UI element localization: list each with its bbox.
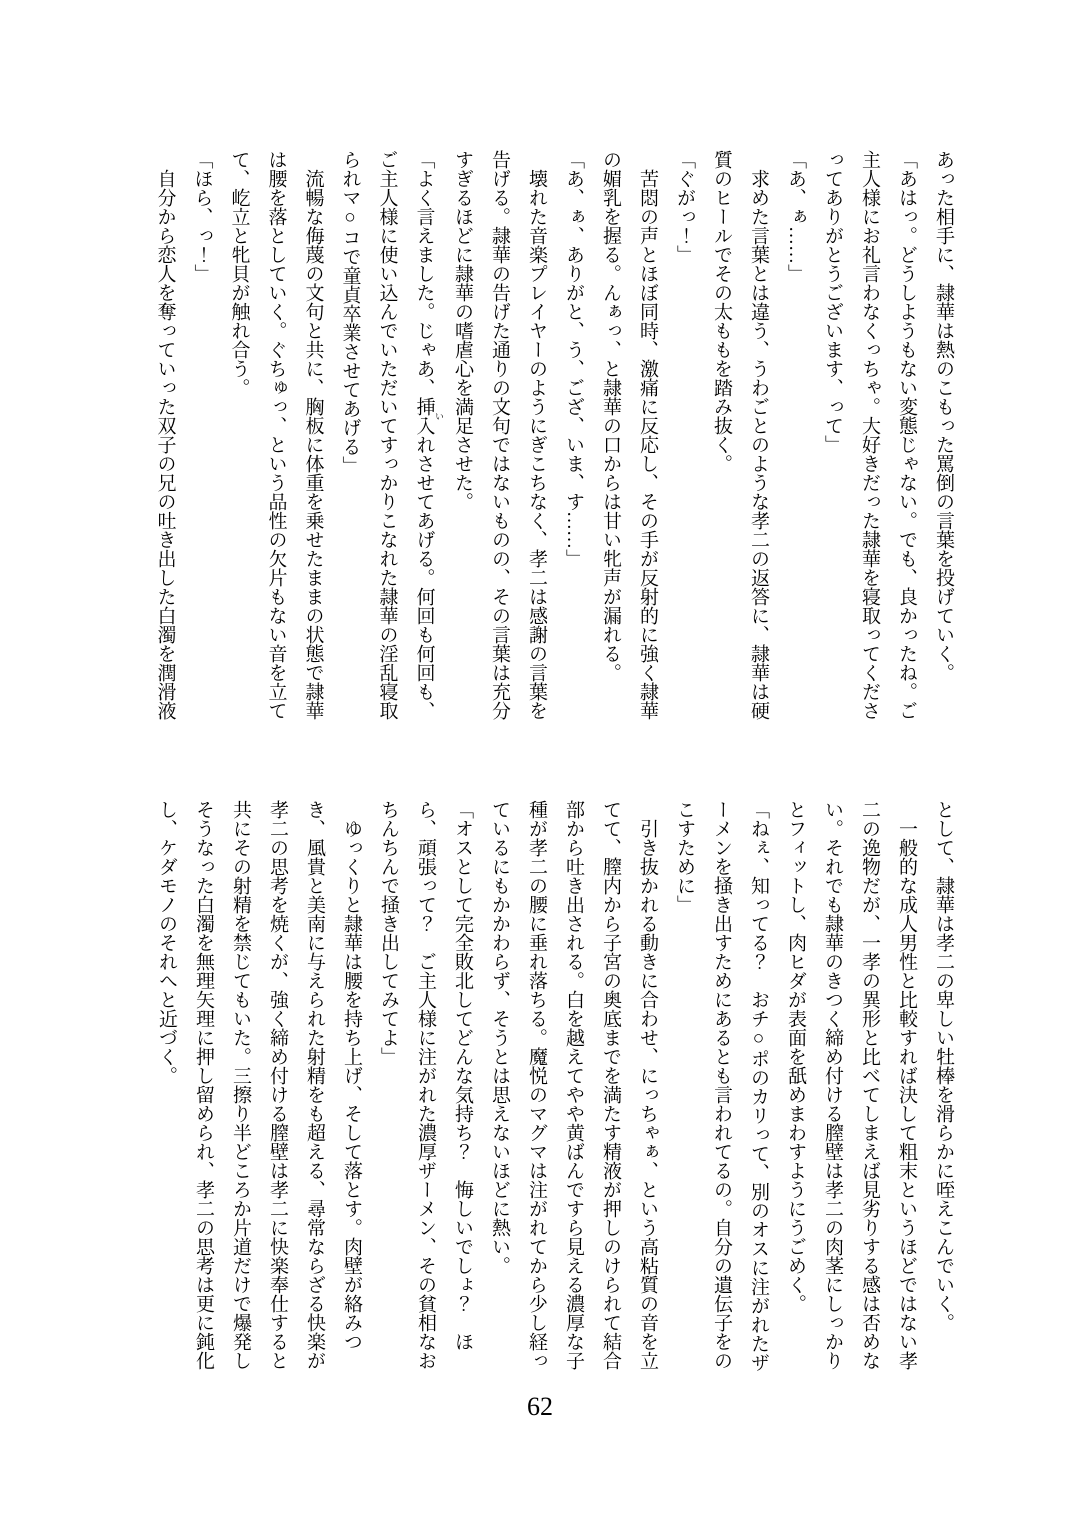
text-line: てて、膣内から子宮の奥底までを満たす精液が押しのけられて結合 — [600, 800, 621, 1370]
text-line: 「ねぇ、知ってる？ おチ○ポのカリって、別のオスに注がれたザ — [748, 800, 769, 1372]
text-line: すぎるほどに隷華の嗜虐心を満足させた。 — [452, 150, 473, 511]
text-line: そうなった白濁を無理矢理に押し留められ、孝二の思考は更に鈍化 — [193, 800, 214, 1370]
text-line: ているにもかかわらず、そうとは思えないほどに熱い。 — [489, 800, 510, 1275]
text-line: は腰を落としていく。ぐちゅっ、という品性の欠片もない音を立て — [265, 150, 287, 720]
text-line: られマ○コで童貞卒業させてあげる」 — [339, 150, 361, 475]
text-line: ご主人様に使い込んでいただいてすっかりこなれた隷華の淫乱寝取 — [376, 150, 398, 720]
text-line: 二の逸物だが、一孝の異形と比べてしまえば見劣りする感は否めな — [859, 800, 880, 1370]
text-line: 引き抜かれる動きに合わせ、にっちゃぁ、という高粘質の音を立 — [637, 800, 658, 1370]
text-line: 「あはっ。どうしようもない変態じゃない。でも、良かったね。ご — [896, 150, 917, 720]
text-line: 共にその射精を禁じてもいた。三擦り半どころか片道だけで爆発し — [230, 800, 251, 1370]
text-line: ら、頑張って？ ご主人様に注がれた濃厚ザーメン、その貧相なお — [415, 800, 436, 1370]
text-line: 告げる。隷華の告げた通りの文句ではないものの、その言葉は充分 — [489, 150, 510, 720]
text-line: 自分から恋人を奪っていった双子の兄の吐き出した白濁を潤滑液 — [154, 150, 176, 720]
text-line: 壊れた音楽プレイヤーのようにぎこちなく、孝二は感謝の言葉を — [526, 150, 547, 720]
text-line: 「オスとして完全敗北してどんな気持ち？ 悔しいでしょ？ ほ — [452, 800, 473, 1351]
text-line: こすために」 — [674, 800, 695, 914]
text-line: ーメンを掻き出すためにあるとも言われてるの。自分の遺伝子をの — [711, 800, 732, 1370]
text-line: 質のヒールでその太ももを踏み抜く。 — [711, 150, 732, 473]
page-number: 62 — [527, 1392, 553, 1421]
text-line: き、風貴と美南に与えられた射精をも超える、尋常ならざる快楽が — [304, 800, 325, 1370]
ruby-annotated-word: 挿入 い — [413, 397, 444, 435]
text-line: 苦悶の声とほぼ同時、激痛に反応し、その手が反射的に強く隷華 — [637, 150, 658, 720]
text-line: として、隷華は孝二の卑しい牡棒を滑らかに咥えこんでいく。 — [933, 800, 954, 1332]
text-line: 孝二の思考を焼くが、強く締め付ける膣壁は孝二に快楽奉仕すると — [267, 800, 288, 1370]
text-line: 流暢な侮蔑の文句と共に、胸板に体重を乗せたままの状態で隷華 — [302, 150, 324, 720]
text-line: て、屹立と牝貝が触れ合う。 — [228, 150, 250, 397]
text-line: 主人様にお礼言わなくっちゃ。大好きだった隷華を寝取ってくださ — [859, 150, 880, 720]
text-line: 「あ、ぁ……」 — [785, 150, 806, 283]
text-line: とフィットし、肉ヒダが表面を舐めまわすようにうごめく。 — [785, 800, 806, 1313]
text-line: ゆっくりと隷華は腰を持ち上げ、そして落とす。肉壁が絡みつ — [341, 800, 362, 1351]
text-line: あった相手に、隷華は熱のこもった罵倒の言葉を投げていく。 — [933, 150, 954, 682]
text-line: 一般的な成人男性と比較すれば決して粗末というほどではない孝 — [896, 800, 917, 1370]
text-line: 種が孝二の腰に垂れ落ちる。魔悦のマグマは注がれてから少し経っ — [526, 800, 547, 1370]
text-line: 求めた言葉とは違う、うわごとのような孝二の返答に、隷華は硬 — [748, 150, 769, 720]
text-line: 「ほら、っ！」 — [191, 150, 213, 283]
upper-text-block — [147, 150, 963, 728]
text-line: 「よく言えました。じゃあ、挿入 いれさせてあげる。何回も何回も、 — [413, 150, 444, 720]
text-line: 「ぐがっ！」 — [674, 150, 695, 264]
lower-text-block — [148, 800, 962, 1378]
text-line: ちんちんで掻き出してみてよ」 — [378, 800, 399, 1066]
text-line: し、ケダモノのそれへと近づく。 — [156, 800, 177, 1085]
text-line: 部から吐き出される。白を越えてやや黄ばんですら見える濃厚な子 — [563, 800, 584, 1370]
text-line: 「あ、ぁ、ありがと、う、ござ、いま、す……」 — [563, 150, 584, 568]
text-line: ってありがとうございます、って」 — [822, 150, 843, 454]
text-line: い。それでも隷華のきつく締め付ける膣壁は孝二の肉茎にしっかり — [822, 800, 843, 1370]
text-line: の媚乳を握る。んぁっ、と隷華の口からは甘い牝声が漏れる。 — [600, 150, 621, 682]
